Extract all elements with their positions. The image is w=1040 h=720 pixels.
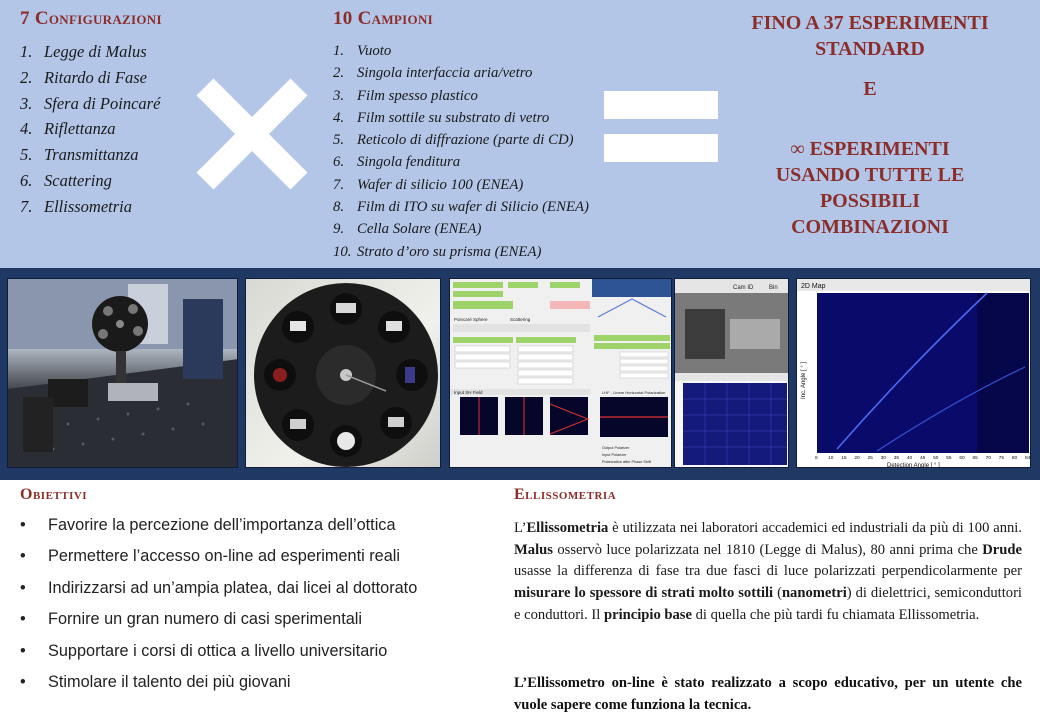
map-xtick-label: 65 [972,456,978,461]
photo-strip [0,268,1040,480]
list-item: 3. Sfera di Poincaré [20,93,161,113]
legend-item: Output Polarizer [602,446,630,450]
ellipsometry-paragraph: L’Ellissometria è utilizzata nei laboratori accademici ed industriali da più di 100 anni. Malus osservò luce polarizzata nel 1810 (Legge di Malus), 80 anni prima che Drude usasse la differenza di fase tra due fasci di luce polarizzati perpendicolarmente per misurare lo spessore di strati molto sottili (nanometri) di dielettrici, semiconduttori e conduttori. Il principio base di quella che più tardi fu chiamata Ellissometria. [514,520,1022,623]
map-xtick-label: 8 [815,456,818,461]
map-xtick-label: 45 [920,456,926,461]
list-item: 1. Vuoto [333,43,392,59]
result-line: COMBINAZIONI [791,216,949,238]
list-item: 10. Strato d’oro su prisma (ENEA) [333,243,542,260]
map-xtick-label: 50 [933,456,939,461]
2d-map-plot [796,278,1031,468]
map-xtick-label: 70 [985,456,991,461]
camera-and-plot-screenshot [674,278,789,468]
map-title: 2D Map [801,283,826,290]
ellipsometry-final-statement: L’Ellissometro on-line è stato realizzato a scopo educativo, per un utente che vuole sapere come funziona la tecnica. [514,675,1022,713]
map-ylabel: Inc. Angle [ ° ] [801,361,807,399]
bin-label: Bin [769,285,778,291]
map-xtick-label: 60 [959,456,965,461]
samples-title: 10 Campioni [333,8,433,29]
objectives-title: Obiettivi [20,486,88,503]
list-item: 6. Singola fenditura [333,154,461,171]
list-item: 6. Scattering [20,170,112,190]
map-xtick-label: 84 [1025,456,1031,461]
list-item: 5. Transmittanza [20,145,139,165]
legend-item: Input Polarizer [602,453,627,457]
list-item: • Stimolare il talento dei più giovani [20,672,291,691]
map-xtick-label: 35 [893,456,900,461]
map-xtick-label: 30 [880,456,886,461]
list-item: 8. Film di ITO su wafer di Silicio (ENEA) [333,199,589,216]
map-xtick-label: 20 [854,456,860,461]
lab-setup-photo [7,278,238,468]
result-line: POSSIBILI [819,190,921,212]
multiply-icon [193,75,311,193]
top-panel [0,0,1040,268]
ellipsometry-title: Ellissometria [514,486,617,503]
map-xlabel: Detection Angle [ ° ] [887,463,940,468]
map-xtick-label: 80 [1011,456,1018,461]
configurations-list [20,42,160,223]
list-item: • Permettere l’accesso on-line ad esperimenti reali [20,547,401,566]
plot-title: LHF - Linear Horizontal Polarization [602,390,666,395]
equals-bar [604,91,718,119]
software-screenshot [449,278,672,468]
tab-label: Scattering [510,317,531,322]
result-line: FINO A 37 ESPERIMENTI [751,12,989,34]
result-line: ∞ ESPERIMENTI [790,138,950,160]
map-xtick-label: 25 [867,456,873,461]
list-item: 7. Ellissometria [20,196,133,216]
objectives-list [20,516,417,704]
list-item: 3. Film spesso plastico [333,87,478,104]
list-item: 4. Film sottile su substrato di vetro [333,109,550,126]
map-xtick-label: 40 [906,456,913,461]
legend-item: Polarization after Phase Shift [602,460,651,464]
result-statement [718,10,1022,240]
equals-bar [604,134,718,162]
list-item: 2. Ritardo di Fase [20,67,147,87]
list-item: 2. Singola interfaccia aria/vetro [333,65,533,82]
list-item: • Indirizzarsi ad un’ampia platea, dai licei al dottorato [20,578,418,597]
panel-title: Input SH Field [454,390,483,395]
list-item: • Fornire un gran numero di casi sperimentali [20,610,363,629]
result-line: STANDARD [815,38,925,60]
map-xtick-label: 10 [828,456,834,461]
tab-label: Poincaré Sphere [454,317,488,322]
list-item: 5. Reticolo di diffrazione (parte di CD) [333,132,574,149]
result-conjunction: E [863,78,877,100]
map-xtick-label: 55 [946,456,952,461]
list-item: • Favorire la percezione dell’importanza dell’ottica [20,516,396,534]
cam-id-label: Cam ID [733,285,754,291]
map-xtick-label: 15 [841,456,847,461]
list-item: 9. Cella Solare (ENEA) [333,221,482,238]
list-item: 1. Legge di Malus [20,42,147,61]
map-xtick-label: 75 [998,456,1005,461]
configurations-title: 7 Configurazioni [20,8,162,29]
sample-wheel-photo [245,278,441,468]
samples-list [333,43,589,266]
list-item: 7. Wafer di silicio 100 (ENEA) [333,176,524,193]
list-item: 4. Riflettanza [20,119,116,139]
result-line: USANDO TUTTE LE [775,164,965,186]
list-item: • Supportare i corsi di ottica a livello universitario [20,641,388,660]
